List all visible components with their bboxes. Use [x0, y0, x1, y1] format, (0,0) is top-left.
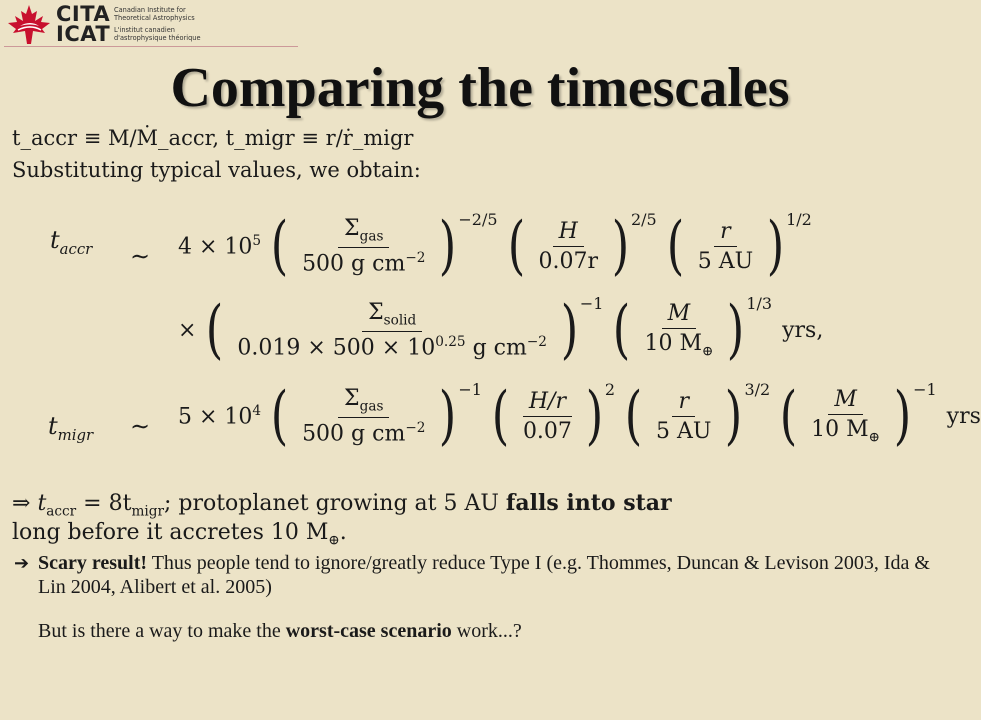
eq1-f1-num-sub: gas	[359, 228, 384, 245]
eq3-f1-den-exp: −2	[405, 419, 426, 436]
cita-logo	[4, 2, 298, 47]
substituting-line: Substituting typical values, we obtain:	[12, 158, 421, 182]
eq3-f4-num: M	[834, 386, 857, 412]
eq3-f1-num-sub: gas	[359, 398, 384, 415]
bullet-body: Thus people tend to ignore/greatly reduce Type I (e.g. Thommes, Duncan & Levison 2003, Ida & Lin 2004, Alibert et al. 2005)	[38, 552, 930, 598]
equation-t-accr-continued: × ( $\frac{\Sigma_{solid}}{0.019 \times 500 \times 10^{0.25} g cm^{-2}}$ ) −1 ( $\frac{M}{10 M_\oplus}$ ) 1/3 yrs,	[178, 293, 824, 367]
eq3-f4-exponent: −1	[913, 380, 937, 399]
eq3-unit: yrs	[946, 403, 981, 429]
implies-arrow-icon: ⇒	[12, 491, 31, 516]
conclusion-eq: = 8t	[76, 491, 132, 516]
eq3-coef-exp: 4	[252, 402, 262, 419]
eq1-fraction-r	[692, 219, 759, 274]
logo-sub-en-1: Canadian Institute for	[114, 6, 186, 14]
conclusion-t-sub: accr	[46, 503, 77, 520]
question-line	[38, 620, 522, 643]
logo-name-bottom: ICAT	[56, 22, 111, 46]
eq3-f4-den: 10 M	[811, 416, 869, 442]
equation-t-migr: $5 \times 10^4$ ( $\frac{\Sigma_{gas}}{500 g cm^{-2}}$ ) −1 ( $\frac{H/r}{0.07}$ ) 2 ( $\frac{r}{5 AU}$ ) 3/2 ( $\frac{M}{10 M_\oplus}$ ) −1 yrs	[178, 379, 981, 453]
question-pre: But is there a way to make the	[38, 620, 286, 642]
logo-sub-fr-1: L'institut canadien	[114, 26, 175, 34]
eq1-f2-den: 0.07r	[538, 248, 599, 274]
definition-line: t_accr ≡ M/Ṁ_accr, t_migr ≡ r/ṙ_migr	[12, 126, 414, 150]
eq3-f1-exponent: −1	[458, 380, 482, 399]
maple-leaf-icon	[6, 4, 52, 46]
eq3-f2-exponent: 2	[604, 380, 616, 399]
eq2-f2-den: 10 M	[644, 330, 702, 356]
eq3-coef: 5 × 10	[178, 404, 253, 430]
logo-sub-fr-2: d'astrophysique théorique	[114, 34, 201, 42]
eq2-f1-den: 0.019 × 500 × 10	[237, 334, 436, 360]
equation-t-accr: $4 \times 10^5$ ( $\frac{\Sigma_{gas}}{500 g cm^{-2}}$ ) −2/5 ( $\frac{H}{0.07r}$ ) 2/5 ( $\frac{r}{5 AU}$ ) 1/2	[178, 209, 812, 283]
eq1-f3-den: 5 AU	[697, 248, 754, 274]
eq2-times: ×	[178, 317, 197, 343]
eq3-f3-den: 5 AU	[656, 418, 712, 444]
eq1-f2-exponent: 2/5	[630, 210, 657, 229]
logo-sub-en-2: Theoretical Astrophysics	[114, 14, 195, 22]
eq3-fraction-sigma-gas	[296, 386, 431, 446]
eq2-fraction-sigma-solid	[231, 300, 553, 360]
eq1-f1-den-exp: −2	[405, 249, 426, 266]
eq2-f1-exponent: −1	[579, 294, 604, 313]
eq1-f1-exponent: −2/5	[458, 210, 498, 229]
eq1-coef: 4 × 10	[178, 234, 253, 260]
eq3-fraction-h-r	[517, 389, 578, 444]
scary-result-bullet	[14, 551, 934, 599]
conclusion-line-1	[12, 490, 672, 519]
eq3-lhs	[48, 412, 93, 444]
eq3-f1-den: 500 g cm	[302, 420, 406, 446]
eq3-lhs-sub: migr	[57, 425, 94, 444]
conclusion-line2-end: .	[339, 520, 347, 545]
eq3-f1-num: Σ	[344, 386, 360, 412]
eq3-f3-num: r	[678, 388, 690, 414]
question-post: work...?	[451, 620, 522, 642]
eq1-fraction-sigma-gas	[296, 216, 431, 276]
eq1-f1-den: 500 g cm	[302, 250, 406, 276]
logo-wordmark	[56, 4, 110, 44]
eq1-f1-num: Σ	[344, 216, 360, 242]
conclusion-line-2	[12, 520, 347, 548]
logo-subtitle-en	[114, 6, 195, 22]
bullet-bold: Scary result!	[38, 552, 148, 574]
eq2-f1-den-tail-exp: −2	[526, 333, 547, 350]
conclusion-t: t	[37, 491, 47, 516]
eq2-f2-num: M	[667, 300, 691, 326]
eq1-f3-exponent: 1/2	[786, 210, 812, 229]
eq2-unit: yrs,	[782, 317, 824, 343]
eq2-f1-num-sub: solid	[383, 312, 417, 329]
slide-title: Comparing the timescales	[170, 57, 790, 119]
eq1-lhs	[50, 226, 92, 258]
eq1-fraction-h	[533, 219, 605, 274]
eq3-f4-den-sub: ⊕	[868, 429, 881, 446]
eq1-f2-num: H	[558, 218, 578, 244]
eq1-coef-exp: 5	[252, 232, 262, 249]
eq1-coefficient	[178, 233, 261, 259]
eq3-lhs-t: t	[48, 412, 58, 440]
eq3-fraction-r	[650, 389, 717, 444]
conclusion-eq-sub: migr	[131, 503, 164, 520]
bullet-text	[38, 551, 934, 599]
bullet-arrow-icon: ➔	[14, 553, 30, 573]
eq3-f2-num: H/r	[528, 388, 566, 414]
logo-subtitle-fr	[114, 26, 201, 42]
eq3-f2-den: 0.07	[522, 418, 572, 444]
eq2-fraction-mass	[638, 301, 719, 359]
logo-name-top: CITA	[56, 2, 111, 26]
eq2-f2-den-sub: ⊕	[701, 343, 714, 360]
eq1-lhs-t: t	[50, 226, 60, 254]
eq1-lhs-sub: accr	[59, 239, 93, 258]
eq1-sim: ∼	[130, 242, 151, 270]
conclusion-text: ; protoplanet growing at 5 AU	[163, 491, 506, 516]
conclusion-line2-sub: ⊕	[328, 532, 340, 549]
eq3-sim: ∼	[130, 412, 151, 440]
eq2-f1-den-exp: 0.25	[435, 333, 466, 350]
eq3-f3-exponent: 3/2	[744, 380, 771, 399]
eq2-f1-den-tail: g cm	[472, 334, 527, 360]
eq2-f1-num: Σ	[368, 300, 384, 326]
eq3-fraction-mass	[805, 387, 886, 445]
eq1-f3-num: r	[720, 218, 731, 244]
conclusion-line2-text: long before it accretes 10 M	[12, 520, 329, 545]
question-bold: worst-case scenario	[285, 620, 452, 642]
conclusion-bold: falls into star	[505, 490, 672, 516]
eq2-f2-exponent: 1/3	[746, 294, 773, 313]
